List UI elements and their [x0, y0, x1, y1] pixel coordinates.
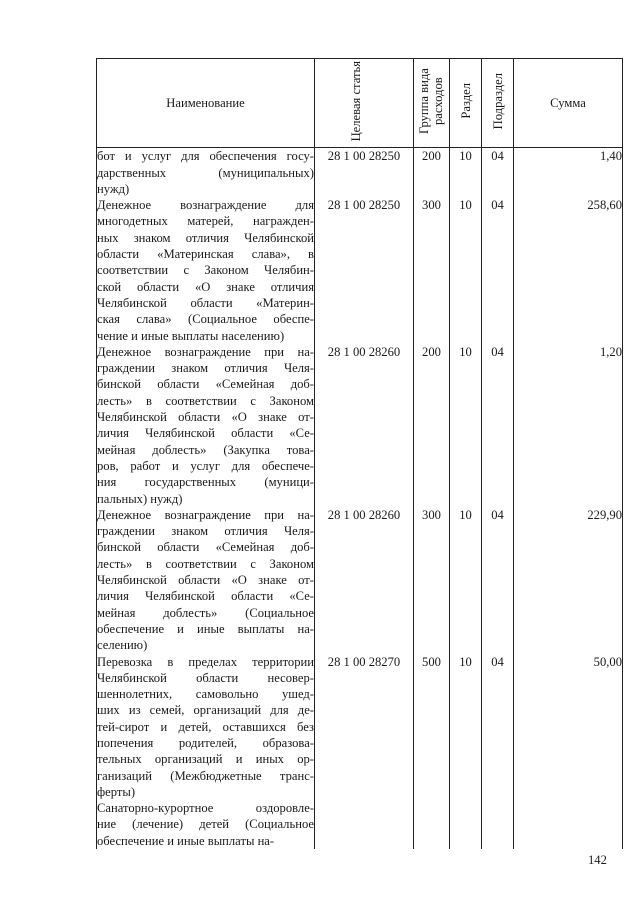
row-name-line: личия Челябинской области «Се- — [97, 426, 314, 441]
row-name-line: Перевозка в пределах территории — [97, 654, 314, 669]
header-name: Наименование — [97, 59, 315, 148]
row-name — [97, 197, 315, 344]
row-subsection: 04 — [482, 344, 514, 507]
row-sum: 258,60 — [514, 197, 623, 344]
header-expense-group-text: Группа вида расходов — [416, 68, 445, 134]
row-name-line: соответствии с Законом Челябин- — [97, 263, 314, 278]
table-row — [97, 654, 623, 801]
row-name-line: ных знаком отличия Челябинской — [97, 230, 314, 245]
row-expense-group: 300 — [414, 197, 450, 344]
table-row — [97, 800, 623, 849]
header-expense-group — [414, 59, 450, 148]
row-name-line: ганизаций (Межбюджетные транс- — [97, 768, 314, 783]
row-subsection — [482, 800, 514, 849]
row-name-line: шеннолетних, самовольно ушед- — [97, 687, 314, 702]
row-expense-group: 500 — [414, 654, 450, 801]
row-target-article: 28 1 00 28270 — [315, 654, 414, 801]
row-sum: 229,90 — [514, 507, 623, 654]
row-name-line: обеспечение и иные выплаты на- — [97, 621, 314, 636]
row-name-line: Денежное вознаграждение при на- — [97, 507, 314, 522]
header-target-article-text: Целевая статья — [349, 60, 363, 142]
row-subsection: 04 — [482, 148, 514, 197]
row-name-line: лесть» в соответствии с Законом — [97, 393, 314, 408]
table-row — [97, 344, 623, 507]
row-name-line: тельных организаций и иных ор- — [97, 752, 314, 767]
row-name-line: Челябинской области «Материн- — [97, 295, 314, 310]
row-name — [97, 148, 315, 197]
row-name-line: пальных) нужд) — [97, 491, 183, 506]
row-subsection: 04 — [482, 197, 514, 344]
row-section — [450, 800, 482, 849]
row-subsection: 04 — [482, 507, 514, 654]
header-section-text: Раздел — [458, 83, 473, 119]
row-name-line: многодетных матерей, награжден- — [97, 214, 314, 229]
row-name-line: Челябинской области «О знаке от- — [97, 410, 314, 425]
header-sum: Сумма — [514, 59, 623, 148]
row-name-line: ской области «О знаке отличия — [97, 279, 314, 294]
row-name-line: бот и услуг для обеспечения госу- — [97, 149, 314, 164]
row-name-line: тей-сирот и детей, оставшихся без — [97, 719, 314, 734]
row-name-line: Челябинской области несовер- — [97, 670, 314, 685]
row-name-line: мейная доблесть» (Социальное — [97, 605, 314, 620]
row-name-line: ферты) — [97, 784, 136, 799]
row-name-line: селению) — [97, 638, 148, 653]
row-name-line: Челябинской области «О знаке от- — [97, 573, 314, 588]
row-name — [97, 654, 315, 801]
row-name-line: бинской области «Семейная доб- — [97, 540, 314, 555]
row-name-line: личия Челябинской области «Се- — [97, 589, 314, 604]
row-target-article: 28 1 00 28250 — [315, 197, 414, 344]
row-name-line: попечения родителей, образова- — [97, 735, 314, 750]
row-name — [97, 800, 315, 849]
row-target-article: 28 1 00 28260 — [315, 344, 414, 507]
row-name-line: лесть» в соответствии с Законом — [97, 556, 314, 571]
row-name-line: ние (лечение) детей (Социальное — [97, 817, 314, 832]
row-subsection: 04 — [482, 654, 514, 801]
row-name — [97, 344, 315, 507]
row-expense-group: 200 — [414, 148, 450, 197]
budget-table — [96, 58, 623, 849]
header-target-article — [315, 59, 414, 148]
table-header-row — [97, 59, 623, 148]
row-section: 10 — [450, 148, 482, 197]
row-expense-group: 200 — [414, 344, 450, 507]
row-name-line: дарственных (муниципальных) — [97, 165, 314, 180]
row-name-line: мейная доблесть» (Закупка това- — [97, 442, 314, 457]
row-name-line: ших из семей, организаций для де- — [97, 703, 314, 718]
row-section: 10 — [450, 507, 482, 654]
row-section: 10 — [450, 654, 482, 801]
row-name-line: ров, работ и услуг для обеспече- — [97, 458, 314, 473]
row-name-line: Санаторно-курортное оздоровле- — [97, 801, 314, 816]
row-name-line: обеспечение и иные выплаты на- — [97, 833, 275, 848]
row-sum: 50,00 — [514, 654, 623, 801]
row-name-line: нужд) — [97, 181, 130, 196]
header-section — [450, 59, 482, 148]
row-name-line: Денежное вознаграждение для — [97, 198, 314, 213]
row-name-line: граждении знаком отличия Челя- — [97, 361, 314, 376]
row-name — [97, 507, 315, 654]
header-subsection-text: Подраздел — [490, 72, 505, 130]
row-sum: 1,20 — [514, 344, 623, 507]
row-target-article: 28 1 00 28260 — [315, 507, 414, 654]
row-sum: 1,40 — [514, 148, 623, 197]
row-section: 10 — [450, 197, 482, 344]
page-number: 142 — [588, 853, 607, 867]
row-expense-group: 300 — [414, 507, 450, 654]
row-name-line: области «Материнская слава», в — [97, 247, 314, 262]
header-subsection — [482, 59, 514, 148]
row-name-line: чение и иные выплаты населению) — [97, 328, 285, 343]
table-body — [97, 148, 623, 849]
row-name-line: ская слава» (Социальное обеспе- — [97, 312, 314, 327]
row-target-article — [315, 800, 414, 849]
row-name-line: граждении знаком отличия Челя- — [97, 524, 314, 539]
row-expense-group — [414, 800, 450, 849]
row-name-line: Денежное вознаграждение при на- — [97, 344, 314, 359]
row-name-line: бинской области «Семейная доб- — [97, 377, 314, 392]
table-row — [97, 507, 623, 654]
row-name-line: ния государственных (муници- — [97, 475, 314, 490]
row-sum — [514, 800, 623, 849]
table-row — [97, 197, 623, 344]
table-row — [97, 148, 623, 197]
row-target-article: 28 1 00 28250 — [315, 148, 414, 197]
row-section: 10 — [450, 344, 482, 507]
